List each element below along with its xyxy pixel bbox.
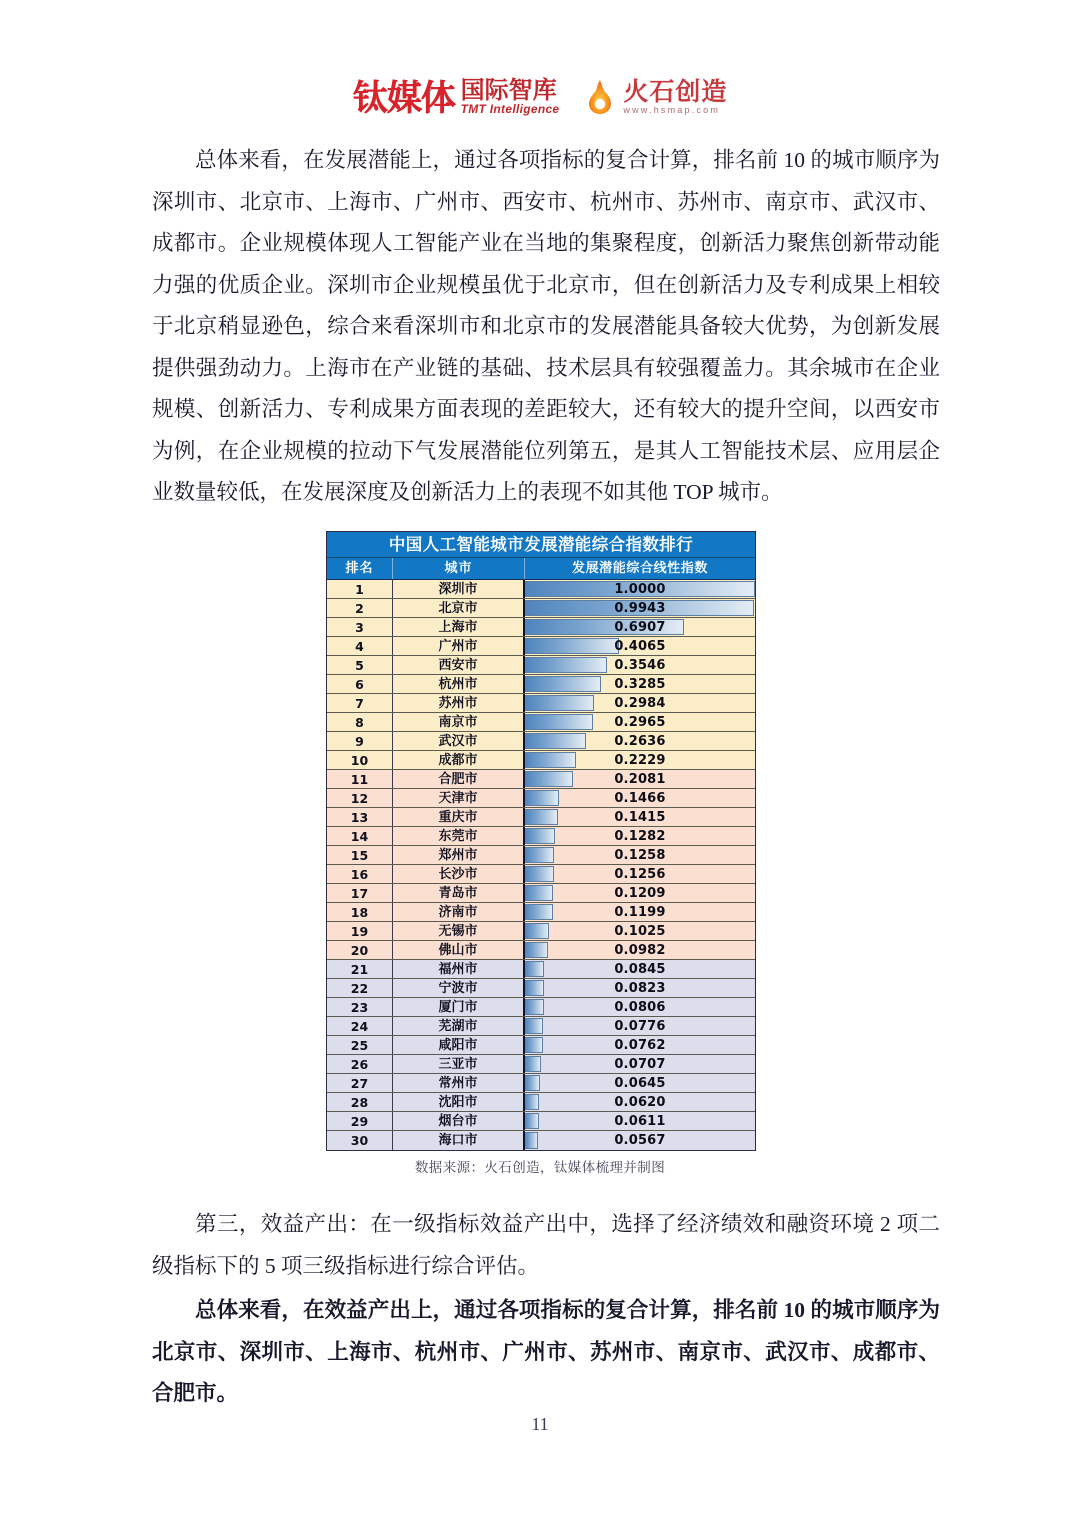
- cell-index-value: 0.2984: [614, 696, 666, 711]
- cell-index-value: 0.1199: [614, 905, 666, 920]
- table-row: [327, 1093, 755, 1112]
- cell-index-bar: [525, 732, 755, 750]
- cell-index-bar: [525, 1055, 755, 1073]
- cell-index-bar: [525, 637, 755, 655]
- cell-rank: 26: [327, 1055, 393, 1073]
- tmtpost-think-tank-cn: 国际智库: [460, 75, 557, 104]
- cell-rank: 21: [327, 960, 393, 978]
- cell-index-value: 0.0762: [614, 1038, 666, 1053]
- cell-index-value: 0.1258: [614, 848, 666, 863]
- huoshi-name-cn: 火石创造: [623, 77, 728, 106]
- column-header-index: 发展潜能综合线性指数: [571, 561, 708, 576]
- cell-rank: 9: [327, 732, 393, 750]
- table-row: [327, 1036, 755, 1055]
- table-row: [327, 903, 755, 922]
- table-title: 中国人工智能城市发展潜能综合指数排行: [327, 532, 755, 558]
- cell-index-value: 0.0645: [614, 1076, 666, 1091]
- cell-rank: 4: [327, 637, 393, 655]
- table-row: [327, 675, 755, 694]
- cell-city: 宁波市: [393, 979, 525, 997]
- cell-city: 杭州市: [393, 675, 525, 693]
- cell-rank: 12: [327, 789, 393, 807]
- cell-city: 合肥市: [393, 770, 525, 788]
- flame-icon: [585, 79, 615, 115]
- cell-index-bar: [525, 1036, 755, 1054]
- cell-city: 苏州市: [393, 694, 525, 712]
- cell-index-value: 0.1256: [614, 867, 666, 882]
- table-row: [327, 884, 755, 903]
- table-row: [327, 998, 755, 1017]
- table-row: [327, 865, 755, 884]
- tmtpost-think-tank-en: TMT Intelligence: [460, 101, 560, 116]
- cell-index-value: 0.1466: [614, 791, 666, 806]
- table-row: [327, 751, 755, 770]
- masthead-logos: [0, 66, 1080, 128]
- cell-index-value: 0.0982: [614, 943, 666, 958]
- cell-rank: 10: [327, 751, 393, 769]
- cell-rank: 27: [327, 1074, 393, 1092]
- table-row: [327, 1017, 755, 1036]
- table-row: [327, 922, 755, 941]
- cell-city: 长沙市: [393, 865, 525, 883]
- column-header-city: 城市: [393, 558, 525, 579]
- tmtpost-logo-subtitle: [460, 75, 560, 117]
- cell-rank: 20: [327, 941, 393, 959]
- table-body: [327, 580, 755, 1150]
- cell-rank: 29: [327, 1112, 393, 1130]
- cell-city: 北京市: [393, 599, 525, 617]
- cell-rank: 15: [327, 846, 393, 864]
- cell-index-value: 0.0611: [614, 1114, 666, 1129]
- huoshi-logo-text: [623, 78, 727, 116]
- table-row: [327, 694, 755, 713]
- paragraph-3-text: 总体来看，在效益产出上，通过各项指标的复合计算，排名前 10 的城市顺序为北京市、深圳市、上海市、杭州市、广州市、苏州市、南京市、武汉市、成都市、合肥市。: [152, 1298, 940, 1405]
- table-row: [327, 960, 755, 979]
- cell-city: 佛山市: [393, 941, 525, 959]
- cell-index-bar: [525, 884, 755, 902]
- cell-rank: 30: [327, 1131, 393, 1150]
- cell-rank: 18: [327, 903, 393, 921]
- cell-index-value: 0.3285: [614, 677, 666, 692]
- cell-index-bar: [525, 694, 755, 712]
- cell-index-bar: [525, 941, 755, 959]
- cell-city: 青岛市: [393, 884, 525, 902]
- cell-rank: 3: [327, 618, 393, 636]
- cell-index-bar: [525, 846, 755, 864]
- table-row: [327, 713, 755, 732]
- cell-index-value: 0.2636: [614, 734, 666, 749]
- cell-rank: 25: [327, 1036, 393, 1054]
- cell-index-bar: [525, 922, 755, 940]
- tmtpost-logo: [352, 75, 560, 119]
- cell-city: 海口市: [393, 1131, 525, 1150]
- huoshi-logo: [585, 78, 727, 116]
- cell-index-value: 0.1025: [614, 924, 666, 939]
- table-row: [327, 979, 755, 998]
- table-row: [327, 599, 755, 618]
- cell-city: 烟台市: [393, 1112, 525, 1130]
- cell-rank: 13: [327, 808, 393, 826]
- cell-rank: 14: [327, 827, 393, 845]
- paragraph-benefit-output-summary: [152, 1290, 940, 1415]
- cell-index-bar: [525, 599, 755, 617]
- cell-index-value: 0.6907: [614, 620, 666, 635]
- cell-index-bar: [525, 1093, 755, 1111]
- cell-index-value: 1.0000: [614, 582, 666, 597]
- cell-index-bar: [525, 713, 755, 731]
- cell-index-value: 0.0620: [614, 1095, 666, 1110]
- table-row: [327, 770, 755, 789]
- cell-index-value: 0.4065: [614, 639, 666, 654]
- cell-index-bar: [525, 1131, 755, 1150]
- cell-index-bar: [525, 998, 755, 1016]
- cell-city: 福州市: [393, 960, 525, 978]
- cell-index-value: 0.0806: [614, 1000, 666, 1015]
- cell-city: 成都市: [393, 751, 525, 769]
- cell-index-bar: [525, 1017, 755, 1035]
- table-row: [327, 1074, 755, 1093]
- cell-index-bar: [525, 618, 755, 636]
- cell-rank: 16: [327, 865, 393, 883]
- cell-index-value: 0.2965: [614, 715, 666, 730]
- cell-index-value: 0.2081: [614, 772, 666, 787]
- cell-index-bar: [525, 827, 755, 845]
- cell-city: 深圳市: [393, 580, 525, 598]
- cell-index-bar: [525, 656, 755, 674]
- cell-index-value: 0.1282: [614, 829, 666, 844]
- cell-city: 重庆市: [393, 808, 525, 826]
- table-row: [327, 656, 755, 675]
- cell-index-bar: [525, 960, 755, 978]
- cell-city: 东莞市: [393, 827, 525, 845]
- table-row: [327, 732, 755, 751]
- cell-index-value: 0.0707: [614, 1057, 666, 1072]
- ranking-table: [326, 531, 756, 1151]
- cell-rank: 1: [327, 580, 393, 598]
- column-header-rank: 排名: [327, 558, 393, 579]
- cell-city: 广州市: [393, 637, 525, 655]
- cell-index-value: 0.2229: [614, 753, 666, 768]
- table-header-row: [327, 558, 755, 580]
- cell-index-bar: [525, 808, 755, 826]
- cell-index-value: 0.1415: [614, 810, 666, 825]
- cell-index-bar: [525, 865, 755, 883]
- cell-index-bar: [525, 979, 755, 997]
- cell-rank: 22: [327, 979, 393, 997]
- cell-city: 常州市: [393, 1074, 525, 1092]
- cell-rank: 19: [327, 922, 393, 940]
- cell-rank: 8: [327, 713, 393, 731]
- table-row: [327, 637, 755, 656]
- cell-index-value: 0.0823: [614, 981, 666, 996]
- cell-city: 咸阳市: [393, 1036, 525, 1054]
- table-row: [327, 1112, 755, 1131]
- cell-index-value: 0.1209: [614, 886, 666, 901]
- table-row: [327, 941, 755, 960]
- cell-city: 郑州市: [393, 846, 525, 864]
- paragraph-2-text: 第三，效益产出：在一级指标效益产出中，选择了经济绩效和融资环境 2 项二级指标下的 5 项三级指标进行综合评估。: [152, 1212, 940, 1278]
- cell-city: 武汉市: [393, 732, 525, 750]
- cell-index-bar: [525, 1074, 755, 1092]
- table-source-caption: 数据来源：火石创造，钛媒体梳理并制图: [414, 1160, 666, 1176]
- cell-index-bar: [525, 675, 755, 693]
- cell-city: 芜湖市: [393, 1017, 525, 1035]
- cell-rank: 11: [327, 770, 393, 788]
- cell-rank: 23: [327, 998, 393, 1016]
- cell-index-value: 0.0845: [614, 962, 666, 977]
- cell-index-value: 0.0776: [614, 1019, 666, 1034]
- cell-index-bar: [525, 770, 755, 788]
- page-number: 11: [531, 1414, 549, 1434]
- cell-city: 沈阳市: [393, 1093, 525, 1111]
- table-row: [327, 1131, 755, 1150]
- cell-index-value: 0.3546: [614, 658, 666, 673]
- paragraph-benefit-output-intro: [152, 1204, 940, 1287]
- cell-city: 上海市: [393, 618, 525, 636]
- table-row: [327, 618, 755, 637]
- cell-index-bar: [525, 1112, 755, 1130]
- cell-city: 西安市: [393, 656, 525, 674]
- cell-index-bar: [525, 903, 755, 921]
- table-row: [327, 580, 755, 599]
- huoshi-url: www.hsmap.com: [623, 105, 721, 115]
- cell-city: 天津市: [393, 789, 525, 807]
- cell-rank: 2: [327, 599, 393, 617]
- cell-rank: 7: [327, 694, 393, 712]
- table-row: [327, 789, 755, 808]
- paragraph-1-text: 总体来看，在发展潜能上，通过各项指标的复合计算，排名前 10 的城市顺序为深圳市、北京市、上海市、广州市、西安市、杭州市、苏州市、南京市、武汉市、成都市。企业规模体现人工智能产业在当地的集聚程度，创新活力聚焦创新带动能力强的优质企业。深圳市企业规模虽优于北京市，但在创新活力及专利成果上相较于北京稍显逊色，综合来看深圳市和北京市的发展潜能具备较大优势，为创新发展提供强劲动力。上海市在产业链的基础、技术层具有较强覆盖力。其余城市在企业规模、创新活力、专利成果方面表现的差距较大，还有较大的提升空间，以西安市为例，在企业规模的拉动下气发展潜能位列第五，是其人工智能技术层、应用层企业数量较低，在发展深度及创新活力上的表现不如其他 TOP 城市。: [152, 148, 940, 504]
- cell-rank: 24: [327, 1017, 393, 1035]
- cell-city: 三亚市: [393, 1055, 525, 1073]
- paragraph-development-potential: [152, 140, 940, 514]
- cell-rank: 28: [327, 1093, 393, 1111]
- cell-rank: 17: [327, 884, 393, 902]
- table-row: [327, 1055, 755, 1074]
- cell-index-bar: [525, 580, 755, 598]
- cell-index-bar: [525, 789, 755, 807]
- cell-index-value: 0.9943: [614, 601, 666, 616]
- cell-rank: 5: [327, 656, 393, 674]
- cell-city: 济南市: [393, 903, 525, 921]
- cell-rank: 6: [327, 675, 393, 693]
- cell-city: 厦门市: [393, 998, 525, 1016]
- table-row: [327, 808, 755, 827]
- table-row: [327, 827, 755, 846]
- tmtpost-logo-main-text: 钛媒体: [352, 78, 455, 119]
- cell-index-value: 0.0567: [614, 1133, 666, 1148]
- table-row: [327, 846, 755, 865]
- cell-city: 南京市: [393, 713, 525, 731]
- cell-index-bar: [525, 751, 755, 769]
- cell-city: 无锡市: [393, 922, 525, 940]
